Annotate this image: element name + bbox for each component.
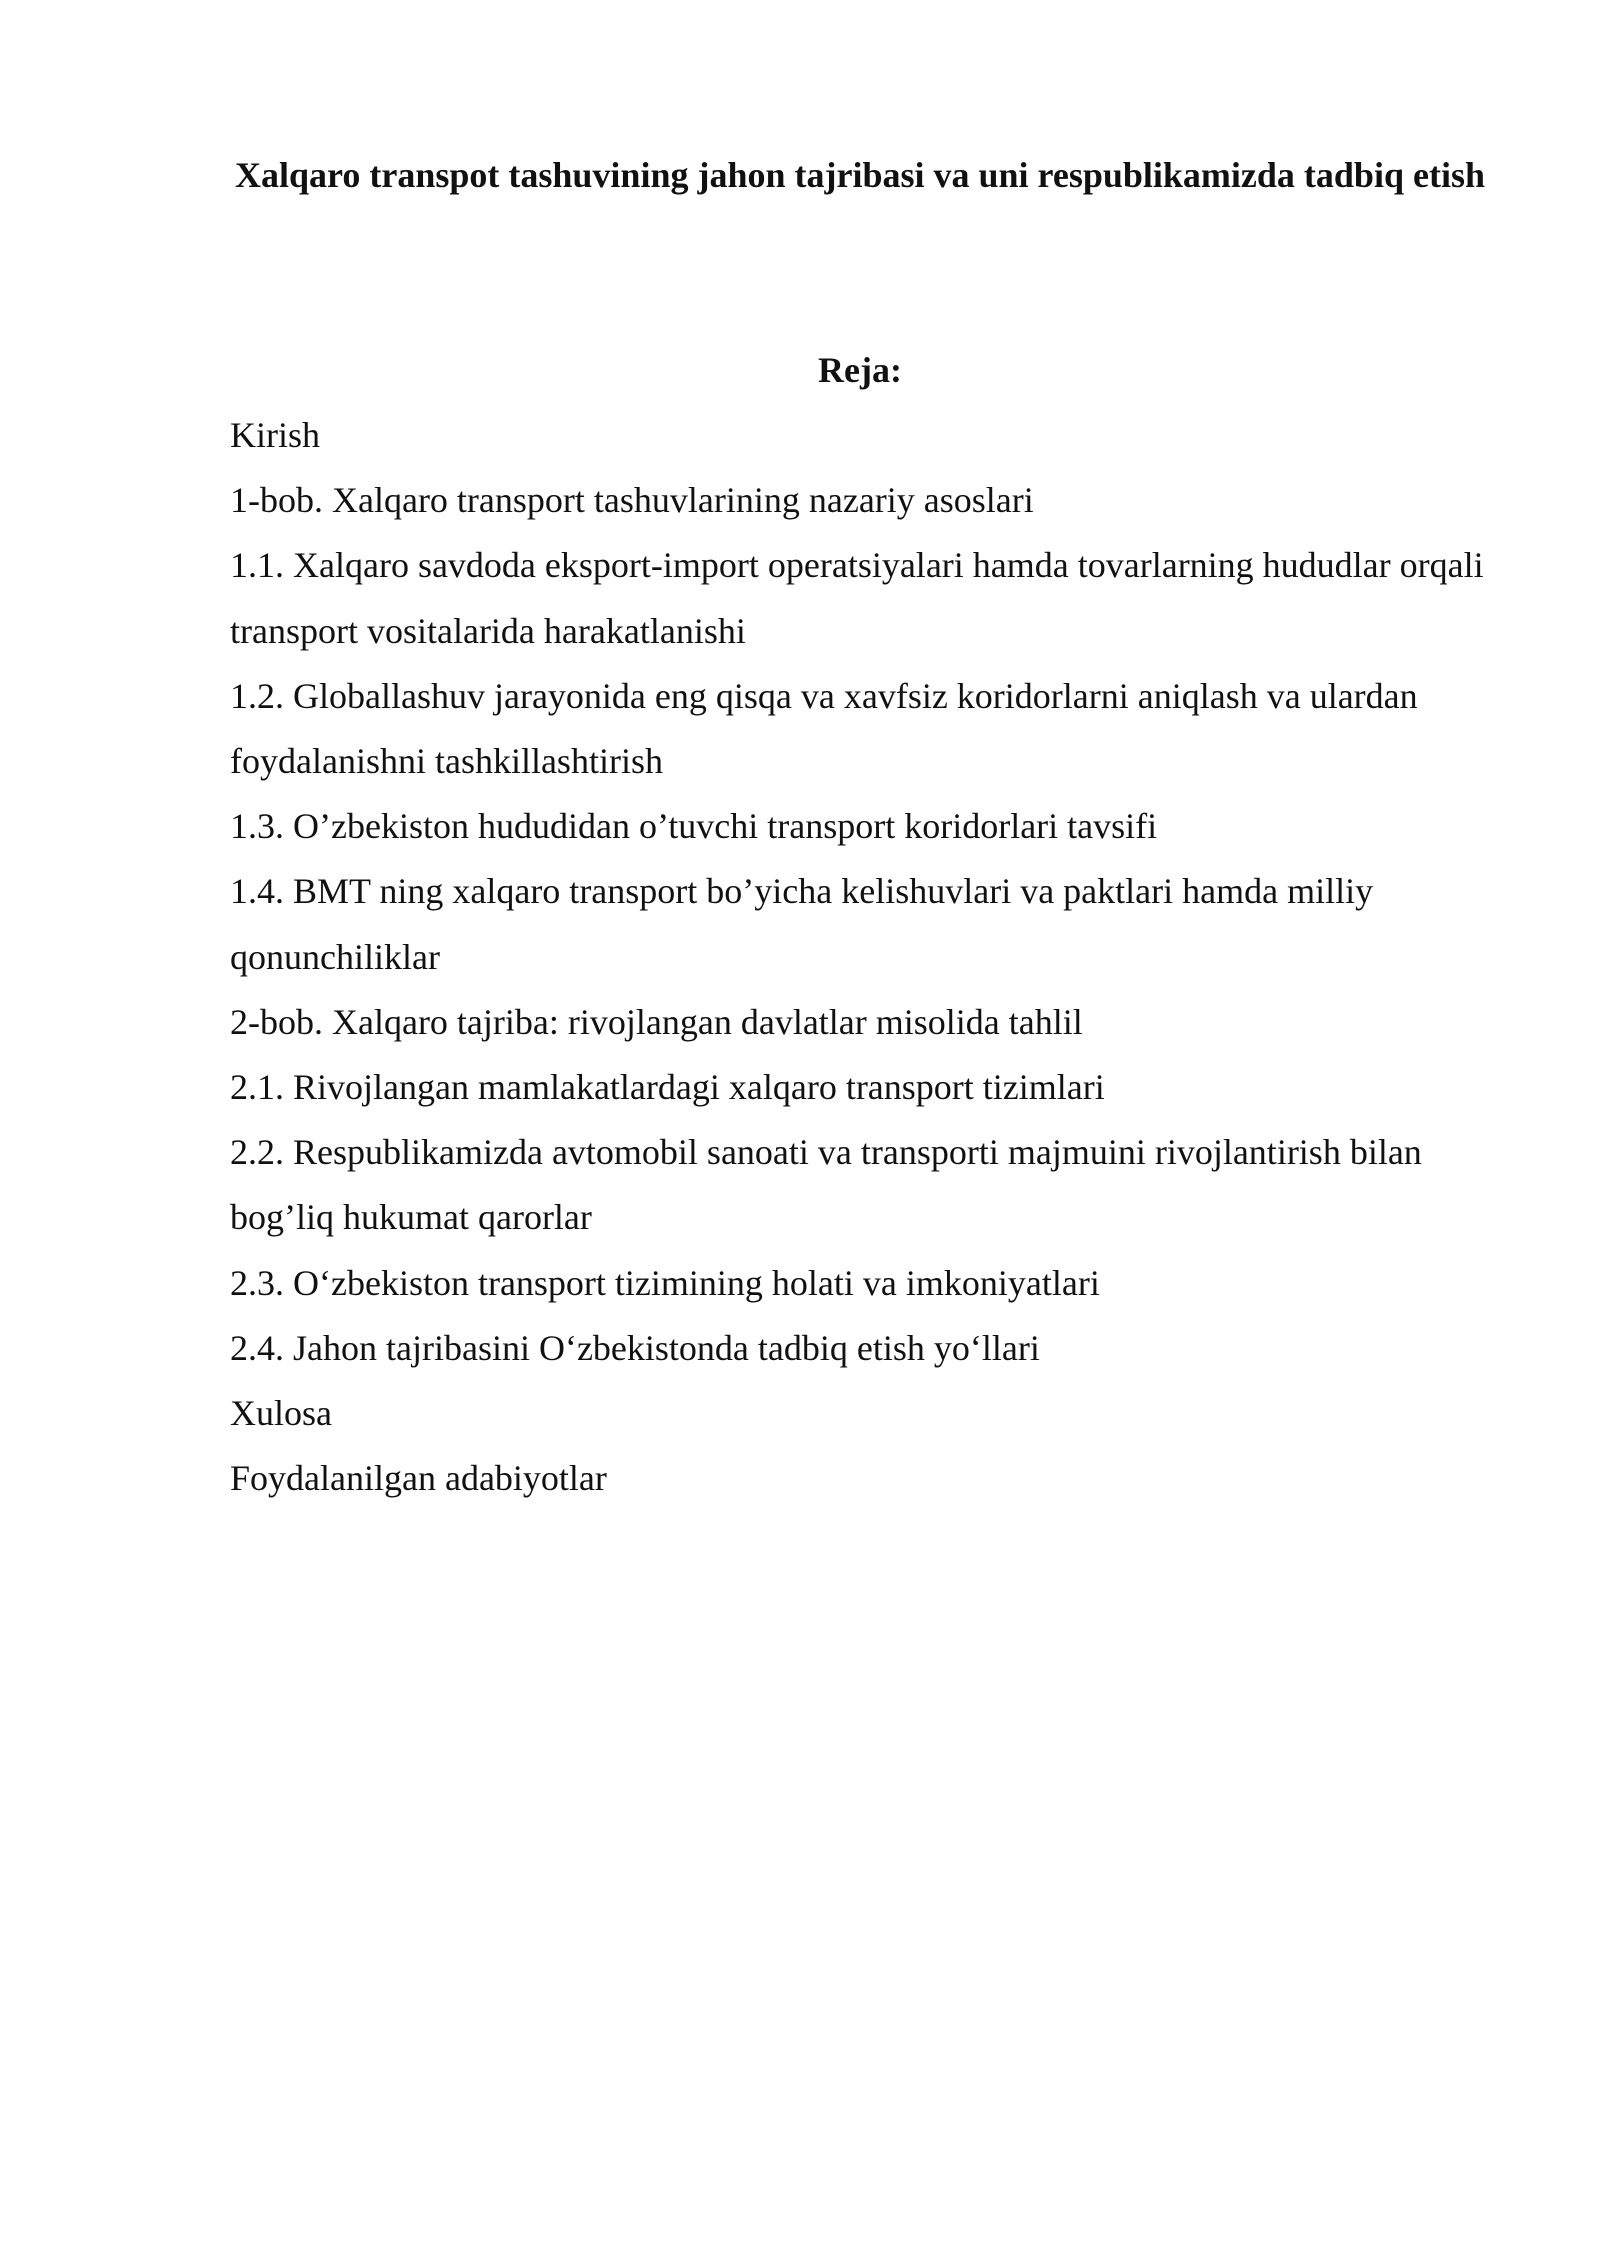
toc-item-1-1: 1.1. Xalqaro savdoda eksport-import operatsiyalari hamda tovarlarning hududlar orqali transport vositalarida harakatlanishi (230, 545, 1484, 651)
toc-item-references: Foydalanilgan adabiyotlar (230, 1458, 607, 1499)
toc-item-introduction: Kirish (230, 415, 320, 455)
toc-item-1-3: 1.3. O’zbekiston hududidan o’tuvchi transport koridorlari tavsifi (230, 806, 1158, 847)
toc-item-2-3: 2.3. O‘zbekiston transport tizimining holati va imkoniyatlari (230, 1262, 1100, 1303)
toc-item-chapter-1: 1-bob. Xalqaro transport tashuvlarining nazariy asoslari (230, 480, 1034, 521)
toc-item-chapter-2: 2-bob. Xalqaro tajriba: rivojlangan davlatlar misolida tahlil (230, 1001, 1083, 1042)
toc-item-1-4: 1.4. BMT ning xalqaro transport bo’yicha kelishuvlari va paktlari hamda milliy qonunchiliklar (230, 871, 1374, 977)
document-title: Xalqaro transpot tashuvining jahon tajribasi va uni respublikamizda tadbiq etish (235, 155, 1485, 195)
toc-item-2-2: 2.2. Respublikamizda avtomobil sanoati va transporti majmuini rivojlantirish bilan bog’liq hukumat qarorlar (230, 1132, 1422, 1238)
toc-item-2-4: 2.4. Jahon tajribasini O‘zbekistonda tadbiq etish yo‘llari (230, 1327, 1040, 1368)
toc-item-2-1: 2.1. Rivojlangan mamlakatlardagi xalqaro transport tizimlari (230, 1067, 1105, 1108)
toc-item-1-2: 1.2. Globallashuv jarayonida eng qisqa va xavfsiz koridorlarni aniqlash va ulardan foydalanishni tashkillashtirish (230, 675, 1418, 782)
toc-item-conclusion: Xulosa (230, 1393, 332, 1434)
plan-heading: Reja: (818, 350, 902, 390)
table-of-contents (230, 403, 1490, 1511)
